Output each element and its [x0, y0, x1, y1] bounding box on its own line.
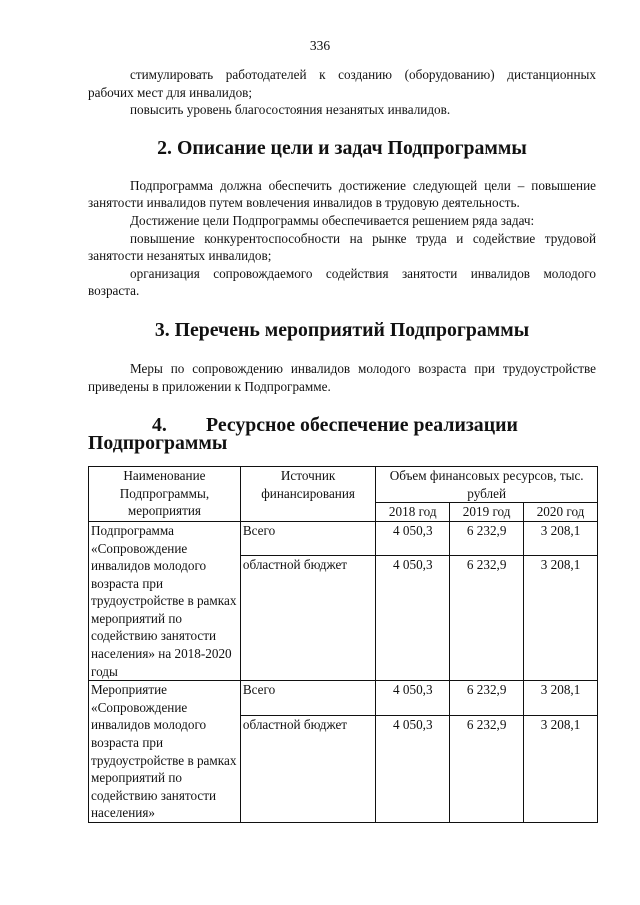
- row-value: 3 208,1: [524, 521, 598, 555]
- row-source: Всего: [240, 521, 375, 555]
- section-2-heading: 2. Описание цели и задач Подпрограммы: [157, 136, 527, 159]
- section-2-paragraph: Достижение цели Подпрограммы обеспечивается решением ряда задач:: [130, 212, 535, 228]
- row-value: 6 232,9: [450, 521, 524, 555]
- row-source: Всего: [240, 681, 375, 716]
- resource-table: [88, 466, 598, 823]
- header-name: Наименование Подпрограммы, мероприятия: [89, 467, 241, 522]
- row-value: 3 208,1: [524, 681, 598, 716]
- section-4-title: Ресурсное обеспечение реализации Подпрограммы: [88, 414, 518, 455]
- row-name: Подпрограмма «Сопровождение инвалидов молодого возраста при трудоустройстве в рамках мероприятий по содействию занятости населения» на 2018-2020 годы: [89, 521, 241, 680]
- section-4-number: 4.: [152, 414, 167, 437]
- section-3-paragraph: Меры по сопровождению инвалидов молодого возраста при трудоустройстве приведены в приложении к Подпрограмме.: [88, 360, 596, 394]
- table-header-row: [89, 467, 598, 503]
- section-3-heading: 3. Перечень мероприятий Подпрограммы: [154, 318, 530, 341]
- table-row: [89, 681, 598, 716]
- section-4-heading: [88, 414, 596, 455]
- row-value: 3 208,1: [524, 716, 598, 823]
- row-value: 4 050,3: [376, 556, 450, 681]
- row-source: областной бюджет: [240, 716, 375, 823]
- row-value: 6 232,9: [450, 716, 524, 823]
- row-source: областной бюджет: [240, 556, 375, 681]
- row-value: 3 208,1: [524, 556, 598, 681]
- row-value: 4 050,3: [376, 681, 450, 716]
- row-value: 4 050,3: [376, 521, 450, 555]
- section-2-paragraph: Подпрограмма должна обеспечить достижение следующей цели – повышение занятости инвалидов путем вовлечения инвалидов в трудовую деятельность.: [88, 177, 596, 211]
- header-volume: Объем финансовых ресурсов, тыс. рублей: [376, 467, 598, 503]
- document-body: [88, 66, 596, 823]
- intro-paragraph: повысить уровень благосостояния незанятых инвалидов.: [130, 102, 451, 118]
- intro-paragraph: стимулировать работодателей к созданию (оборудованию) дистанционных рабочих мест для инвалидов;: [88, 67, 596, 100]
- row-value: 6 232,9: [450, 556, 524, 681]
- row-value: 6 232,9: [450, 681, 524, 716]
- header-year: 2020 год: [524, 503, 598, 522]
- row-value: 4 050,3: [376, 716, 450, 823]
- header-year: 2018 год: [376, 503, 450, 522]
- header-year: 2019 год: [450, 503, 524, 522]
- section-2-paragraph: повышение конкурентоспособности на рынке труда и содействие трудовой занятости незанятых инвалидов;: [88, 230, 596, 264]
- header-source: Источник финансирования: [240, 467, 375, 522]
- table-row: [89, 521, 598, 555]
- section-2-paragraph: организация сопровождаемого содействия занятости инвалидов молодого возраста.: [88, 265, 596, 299]
- page-number: 336: [309, 38, 331, 53]
- row-name: Мероприятие «Сопровождение инвалидов молодого возраста при трудоустройстве в рамках мероприятий по содействию занятости населения»: [89, 681, 241, 823]
